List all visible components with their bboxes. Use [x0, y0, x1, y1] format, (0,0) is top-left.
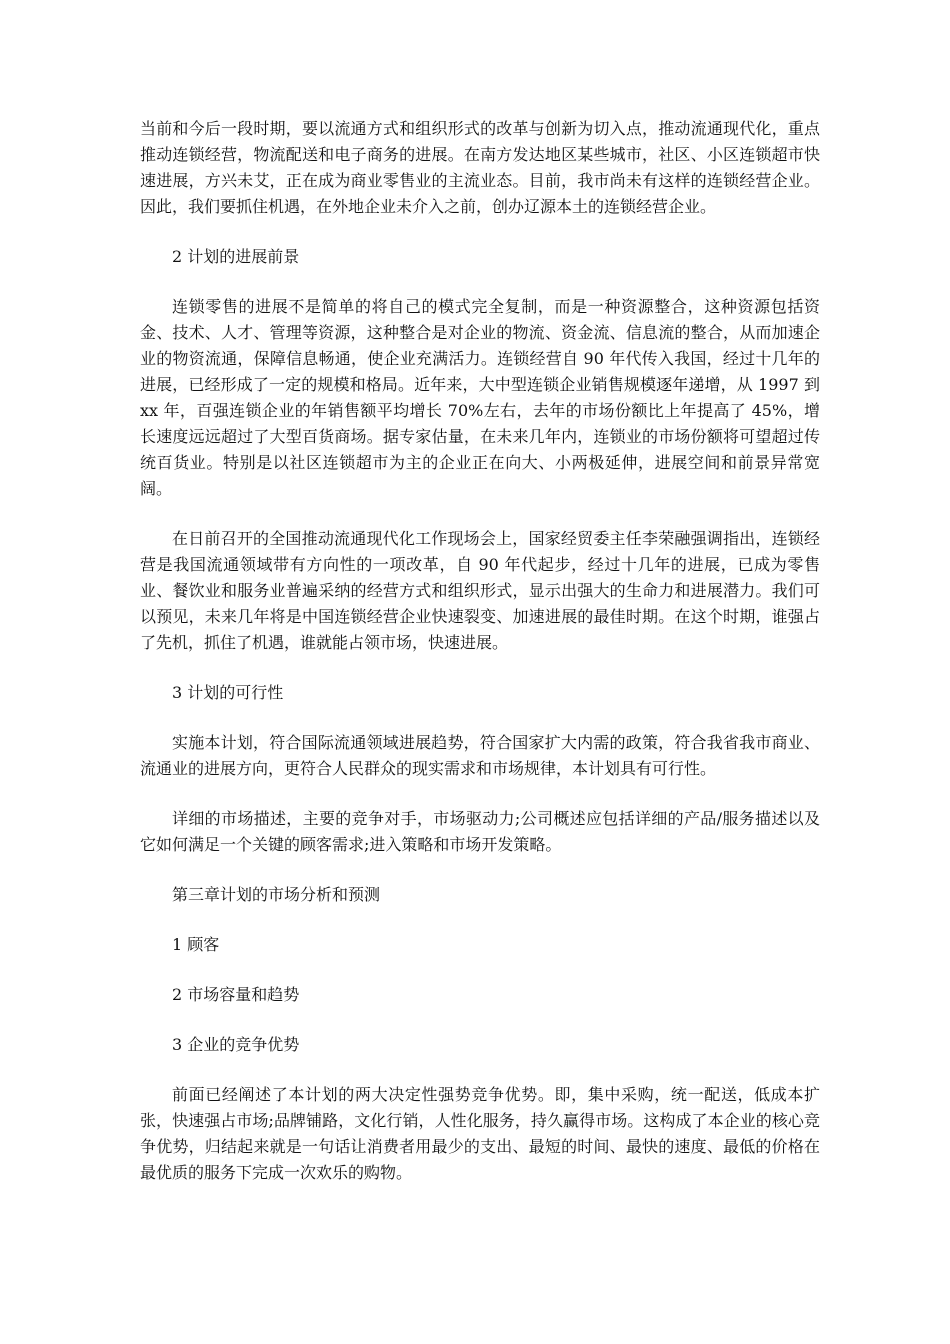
paragraph-market-description: 详细的市场描述，主要的竞争对手，市场驱动力;公司概述应包括详细的产品/服务描述以及它如何满足一个关键的顾客需求;进入策略和市场开发策略。	[140, 809, 820, 854]
spacer	[140, 656, 820, 680]
spacer	[140, 958, 820, 982]
spacer	[140, 502, 820, 526]
subheading-customers: 1 顾客	[172, 935, 220, 954]
spacer	[140, 908, 820, 932]
subheading-market-capacity: 2 市场容量和趋势	[172, 985, 300, 1004]
document-page	[140, 116, 820, 1186]
chapter-heading-market-analysis: 第三章计划的市场分析和预测	[172, 885, 381, 904]
spacer	[140, 706, 820, 730]
spacer	[140, 270, 820, 294]
spacer	[140, 220, 820, 244]
section-heading-prospects: 2 计划的进展前景	[172, 247, 300, 266]
paragraph-intro: 当前和今后一段时期，要以流通方式和组织形式的改革与创新为切入点，推动流通现代化，重点推动连锁经营，物流配送和电子商务的进展。在南方发达地区某些城市，社区、小区连锁超市快速进展，方兴未艾，正在成为商业零售业的主流业态。目前，我市尚未有这样的连锁经营企业。因此，我们要抓住机遇，在外地企业未介入之前，创办辽源本土的连锁经营企业。	[140, 119, 820, 216]
spacer	[140, 782, 820, 806]
subheading-competitive-advantage: 3 企业的竞争优势	[172, 1035, 300, 1054]
spacer	[140, 1058, 820, 1082]
paragraph-competitive-advantage: 前面已经阐述了本计划的两大决定性强势竞争优势。即，集中采购，统一配送，低成本扩张，快速强占市场;品牌铺路，文化行销，人性化服务，持久赢得市场。这构成了本企业的核心竞争优势，归结起来就是一句话让消费者用最少的支出、最短的时间、最快的速度、最低的价格在最优质的服务下完成一次欢乐的购物。	[140, 1085, 820, 1182]
paragraph-chain-retail: 连锁零售的进展不是简单的将自己的模式完全复制，而是一种资源整合，这种资源包括资金、技术、人才、管理等资源，这种整合是对企业的物流、资金流、信息流的整合，从而加速企业的物资流通，保障信息畅通，使企业充满活力。连锁经营自 90 年代传入我国，经过十几年的进展，已经形成了一定的规模和格局。近年来，大中型连锁企业销售规模逐年递增，从 1997 到 xx 年，百强连锁企业的年销售额平均增长 70%左右，去年的市场份额比上年提高了 45%，增长速度远远超过了大型百货商场。据专家估量，在未来几年内，连锁业的市场份额将可望超过传统百货业。特别是以社区连锁超市为主的企业正在向大、小两极延伸，进展空间和前景异常宽阔。	[140, 297, 820, 498]
paragraph-feasibility: 实施本计划，符合国际流通领域进展趋势，符合国家扩大内需的政策，符合我省我市商业、流通业的进展方向，更符合人民群众的现实需求和市场规律，本计划具有可行性。	[140, 733, 820, 778]
spacer	[140, 858, 820, 882]
section-heading-feasibility: 3 计划的可行性	[172, 683, 284, 702]
paragraph-conference: 在日前召开的全国推动流通现代化工作现场会上，国家经贸委主任李荣融强调指出，连锁经营是我国流通领域带有方向性的一项改革，自 90 年代起步，经过十几年的进展，已成为零售业、餐饮业和服务业普遍采纳的经营方式和组织形式，显示出强大的生命力和进展潜力。我们可以预见，未来几年将是中国连锁经营企业快速裂变、加速进展的最佳时期。在这个时期，谁强占了先机，抓住了机遇，谁就能占领市场，快速进展。	[140, 529, 820, 652]
spacer	[140, 1008, 820, 1032]
